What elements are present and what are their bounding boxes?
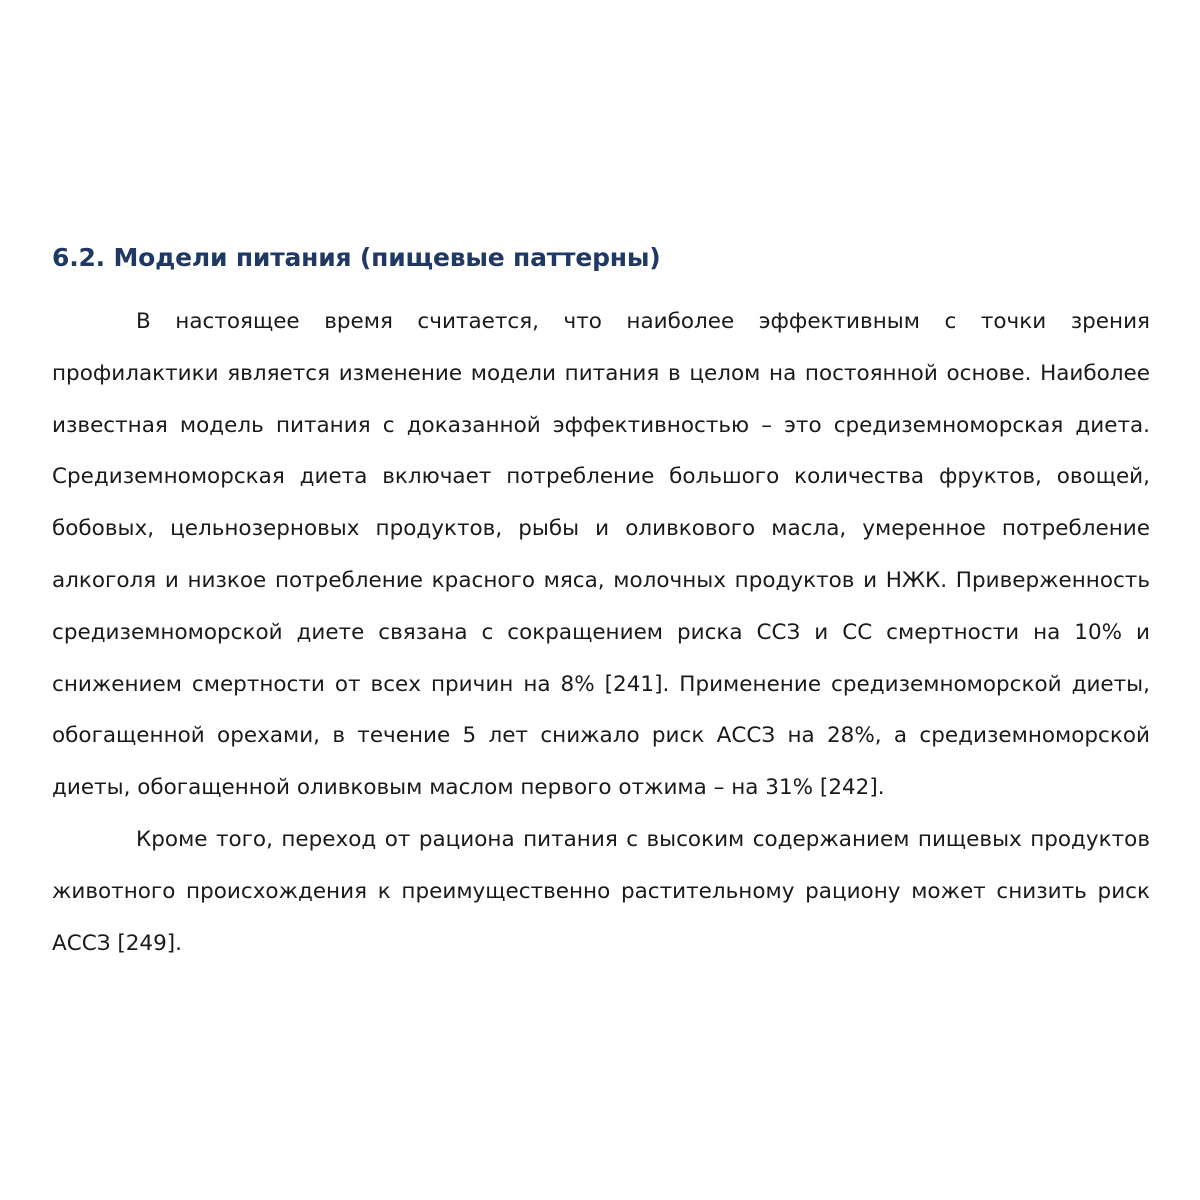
document-page <box>52 234 1150 969</box>
paragraph-1: В настоящее время считается, что наиболее эффективным с точки зрения профилактики является изменение модели питания в целом на постоянной основе. Наиболее известная модель питания с доказанной эффективностью – это средиземноморская диета. Средиземноморская диета включает потребление большого количества фруктов, овощей, бобовых, цельнозерновых продуктов, рыбы и оливкового масла, умеренное потребление алкоголя и низкое потребление красного мяса, молочных продуктов и НЖК. Приверженность средиземноморской диете связана с сокращением риска ССЗ и СС смертности на 10% и снижением смертности от всех причин на 8% [241]. Применение средиземноморской диеты, обогащенной орехами, в течение 5 лет снижало риск АССЗ на 28%, а средиземноморской диеты, обогащенной оливковым маслом первого отжима – на 31% [242]. <box>52 309 1150 801</box>
section-heading: 6.2. Модели питания (пищевые паттерны) <box>52 243 661 272</box>
paragraph-2: Кроме того, переход от рациона питания с высоким содержанием пищевых продуктов животного происхождения к преимущественно растительному рациону может снизить риск АССЗ [249]. <box>52 826 1150 956</box>
